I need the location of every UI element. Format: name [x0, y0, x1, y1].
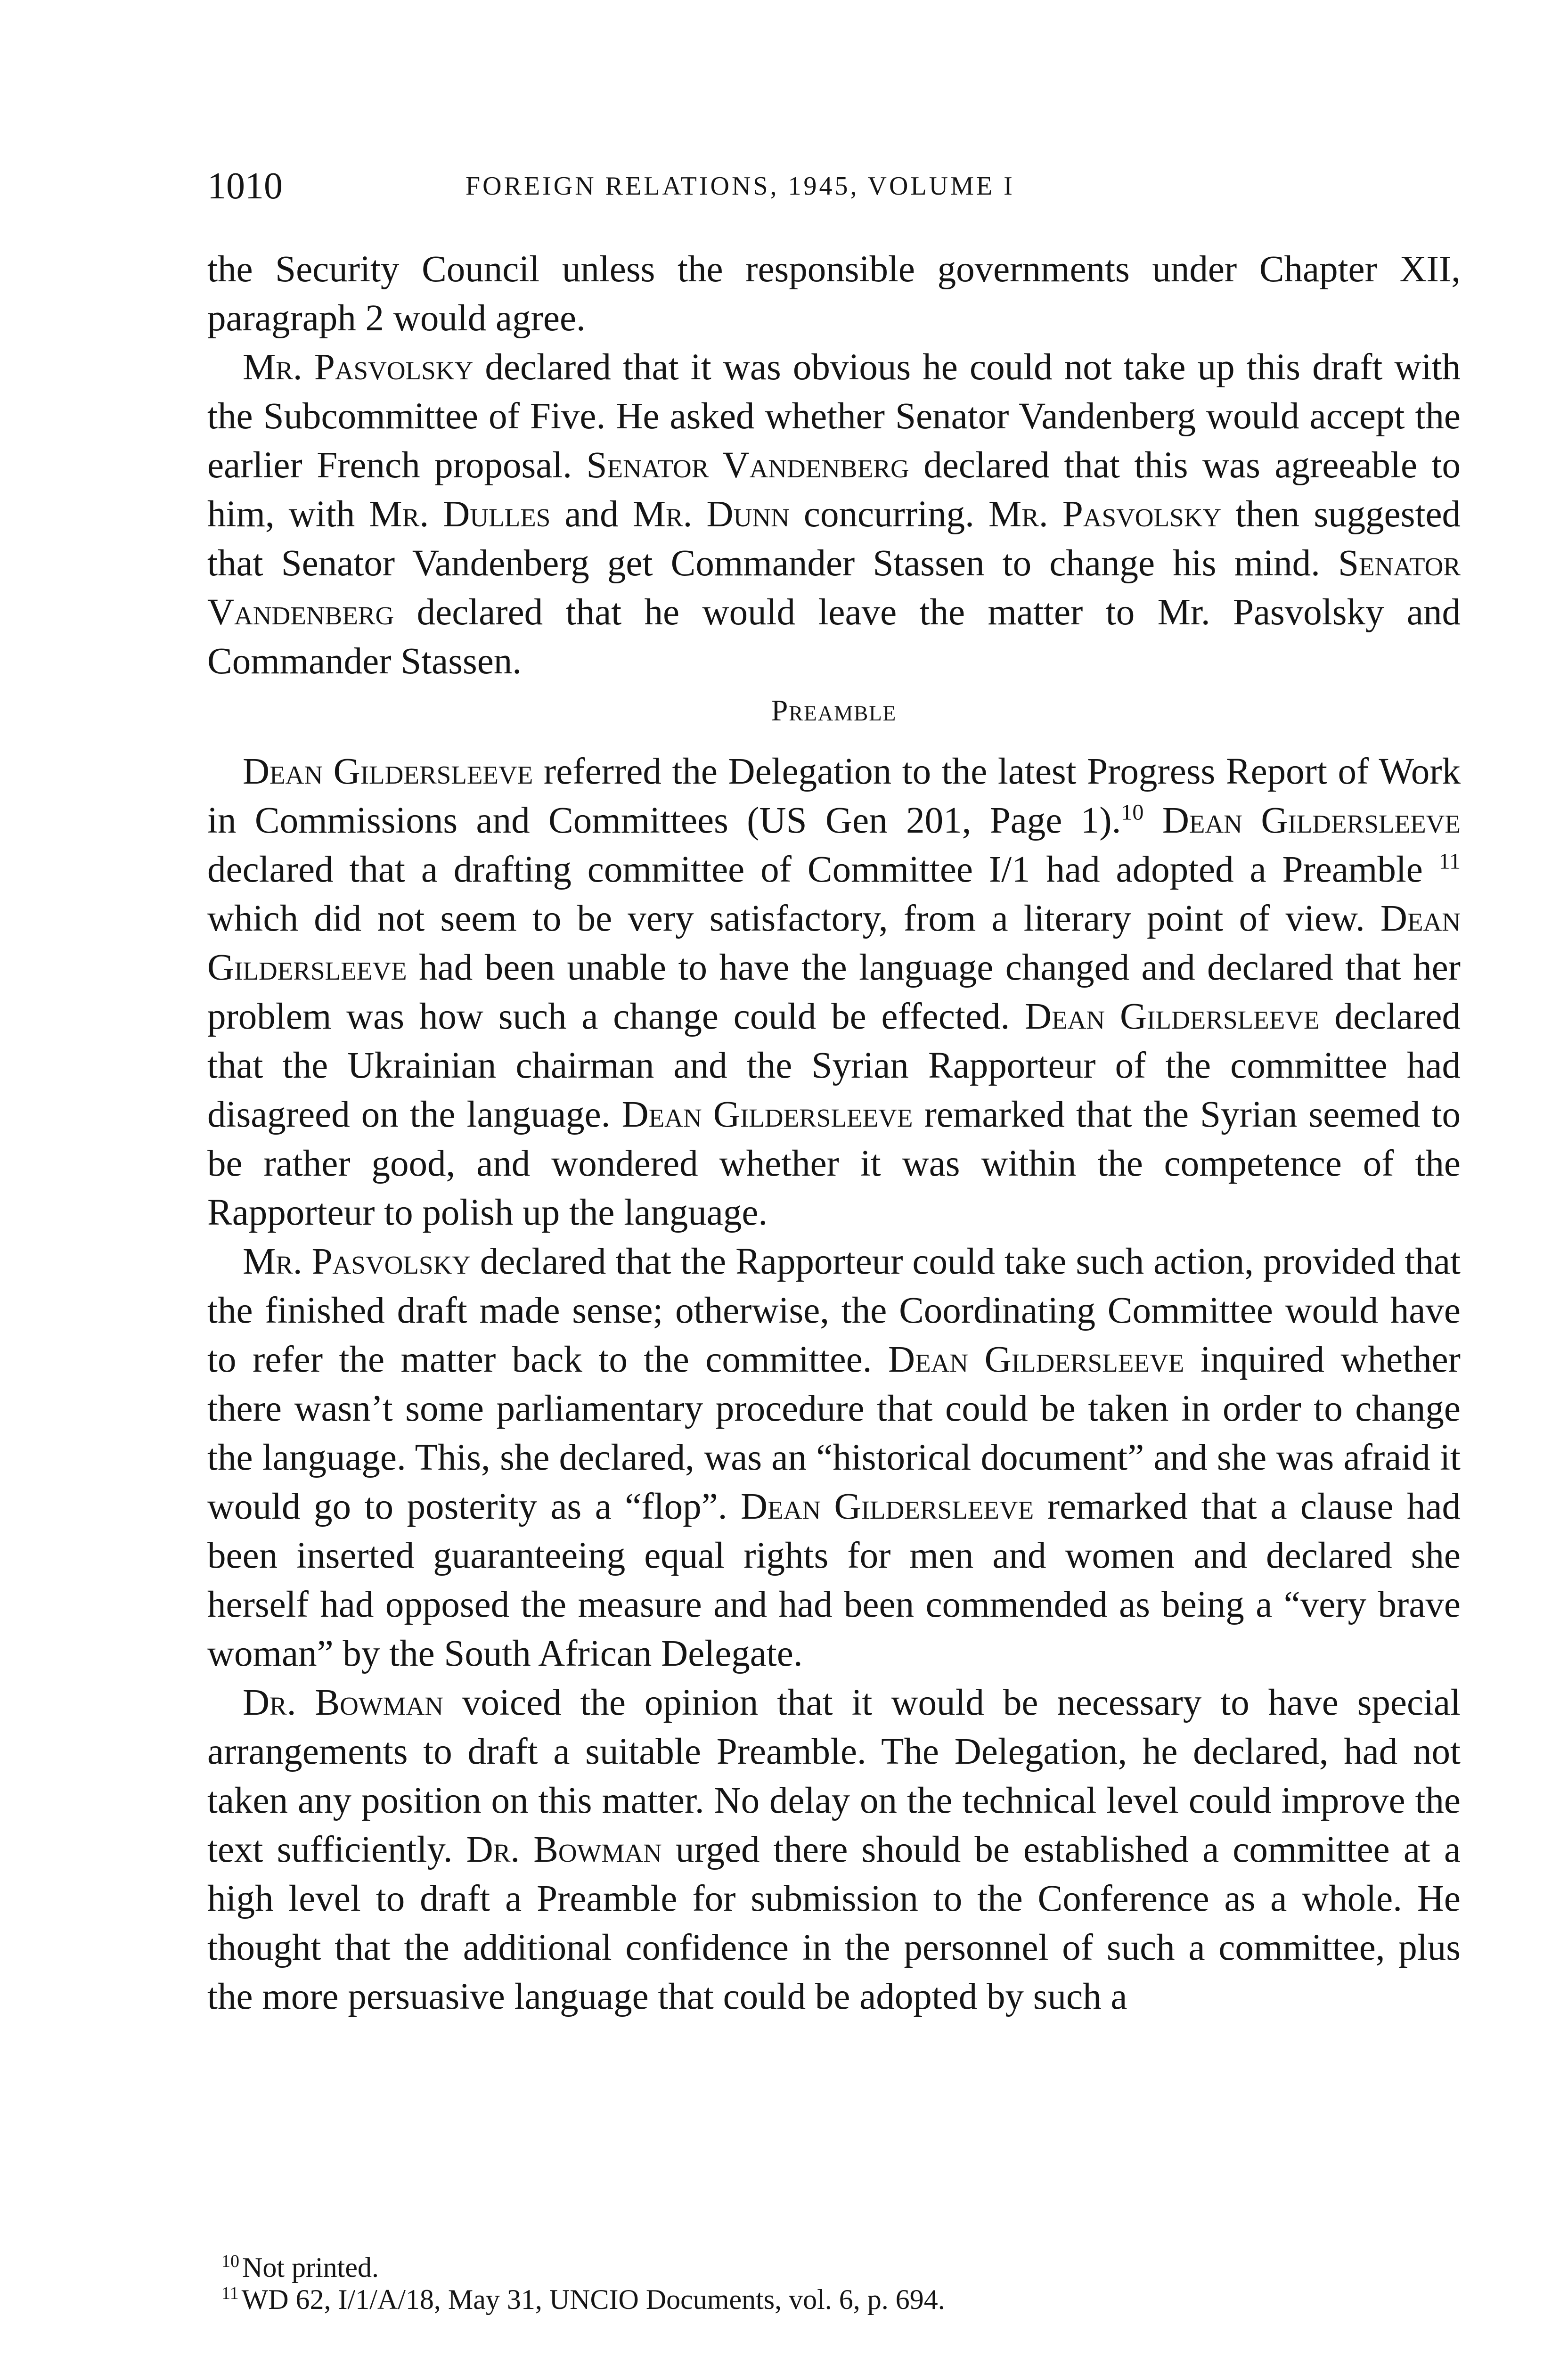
paragraph-gildersleeve-preamble	[207, 747, 1461, 1237]
paragraph-bowman	[207, 1678, 1461, 2021]
paragraph-text: declared that he would leave the matter to Mr. Pasvolsky and Commander Stassen.	[207, 592, 1461, 682]
paragraph-text: referred the Delegation to the latest Progress Report of Work in Commissions and Committees (US Gen 201, Page 1).	[207, 751, 1461, 841]
footnote-mark: 11	[221, 2283, 239, 2303]
paragraph-text: declared that this was agreeable to him, with	[207, 445, 1461, 535]
speaker-name: Dean Gildersleeve	[207, 898, 1461, 988]
page-number: 1010	[207, 165, 283, 207]
footnote-text: WD 62, I/1/A/18, May 31, UNCIO Documents, vol. 6, p. 694.	[241, 2284, 945, 2315]
speaker-name: Dean Gildersleeve	[621, 1094, 913, 1135]
paragraph-text: urged there should be established a committee at a high level to draft a Preamble for submission to the Conference as a whole. He thought that the additional confidence in the personnel of such a committee, plus the more persuasive language that could be adopted by such a	[207, 1829, 1461, 2017]
paragraph-pasvolsky-draft	[207, 343, 1461, 686]
paragraph-text: which did not seem to be very satisfactory, from a literary point of view.	[207, 898, 1380, 939]
paragraph-text: and	[550, 494, 633, 535]
paragraph-continuation	[207, 245, 1461, 343]
paragraph-text: inquired whether there wasn’t some parliamentary procedure that could be taken in order to change the language. This, she declared, was an “historical document” and she was afraid it would go to posterity as a “flop”.	[207, 1339, 1461, 1527]
section-title: Preamble	[771, 694, 897, 727]
paragraph-text: had been unable to have the language changed and declared that her problem was how such a change could be effected.	[207, 947, 1461, 1037]
speaker-name: Dr. Bowman	[466, 1829, 662, 1870]
speaker-name: Dr. Bowman	[243, 1682, 444, 1723]
speaker-name: Mr. Pasvolsky	[988, 494, 1222, 535]
paragraph-text	[1143, 800, 1162, 841]
speaker-name: Dean Gildersleeve	[1162, 800, 1461, 841]
paragraph-text: remarked that a clause had been inserted guaranteeing equal rights for men and women and declared she herself had opposed the measure and had been commended as being a “very brave woman” by the South African Delegate.	[207, 1486, 1461, 1674]
paragraph-pasvolsky-rapporteur	[207, 1237, 1461, 1678]
paragraph-text: voiced the opinion that it would be necessary to have special arrangements to draft a suitable Preamble. The Delegation, he declared, had not taken any position on this matter. No delay on the technical level could improve the text sufficiently.	[207, 1682, 1461, 1870]
speaker-name: Mr. Pasvolsky	[243, 1241, 471, 1282]
paragraph-text: declared that the Ukrainian chairman and the Syrian Rapporteur of the committee had disagreed on the language.	[207, 996, 1461, 1135]
running-head	[207, 160, 1461, 212]
speaker-name: Mr. Dunn	[632, 494, 790, 535]
speaker-name: Dean Gildersleeve	[740, 1486, 1034, 1527]
footnote-reference: 11	[1438, 849, 1461, 874]
speaker-name: Dean Gildersleeve	[888, 1339, 1184, 1380]
footnote-reference: 10	[1121, 800, 1144, 825]
speaker-name: Dean Gildersleeve	[1025, 996, 1320, 1037]
speaker-name: Senator Vandenberg	[207, 543, 1461, 633]
speaker-name: Mr. Dulles	[369, 494, 551, 535]
speaker-name: Dean Gildersleeve	[243, 751, 533, 792]
footnote	[221, 2251, 1399, 2283]
footnote-mark: 10	[221, 2251, 239, 2271]
paragraph-text: declared that the Rapporteur could take such action, provided that the finished draft made sense; otherwise, the Coordinating Committee would have to refer the matter back to the committee.	[207, 1241, 1461, 1380]
paragraph-text: declared that a drafting committee of Committee I/1 had adopted a Preamble	[207, 849, 1439, 890]
paragraph-text: concurring.	[789, 494, 988, 535]
body-text	[207, 245, 1461, 2021]
paragraph-text: remarked that the Syrian seemed to be rather good, and wondered whether it was within the competence of the Rapporteur to polish up the language.	[207, 1094, 1461, 1233]
footnotes	[221, 2251, 1399, 2315]
footnote	[221, 2283, 1399, 2315]
paragraph-text: declared that it was obvious he could not take up this draft with the Subcommittee of Five. He asked whether Senator Vandenberg would accept the earlier French proposal.	[207, 347, 1461, 486]
running-title: FOREIGN RELATIONS, 1945, VOLUME I	[466, 172, 1015, 201]
paragraph-text: then suggested that Senator Vandenberg get Commander Stassen to change his mind.	[207, 494, 1461, 584]
speaker-name: Senator Vandenberg	[586, 445, 909, 486]
footnote-text: Not printed.	[242, 2252, 379, 2283]
paragraph-text: the Security Council unless the responsible governments under Chapter XII, paragraph 2 would agree.	[207, 249, 1461, 339]
speaker-name: Mr. Pasvolsky	[243, 347, 474, 388]
